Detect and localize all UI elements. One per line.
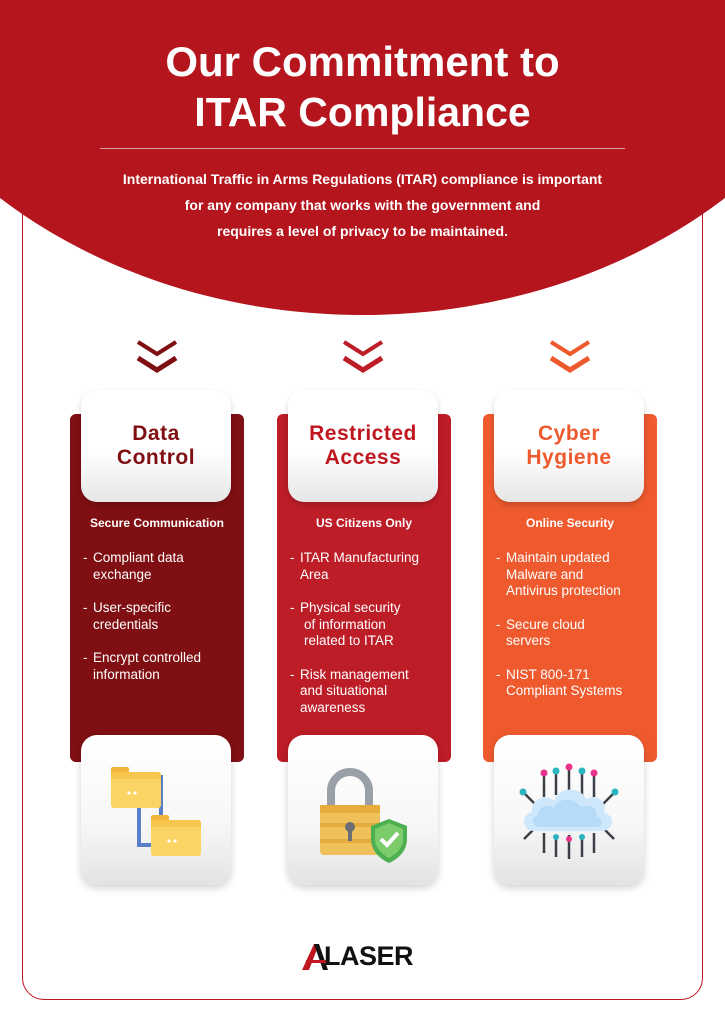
column-icon-card <box>288 735 438 885</box>
column-title-line: Cyber <box>537 422 601 445</box>
intro-line: International Traffic in Arms Regulations (ITAR) compliance is important <box>122 171 603 187</box>
cloud-circuit-icon <box>494 735 644 885</box>
list-item: - Secure cloud servers <box>496 617 656 650</box>
list-item: - Compliant data exchange <box>83 550 243 583</box>
chevron-down-icon <box>132 338 182 380</box>
chevron-down-icon <box>545 338 595 380</box>
column-subtitle: US Citizens Only <box>315 516 413 530</box>
list-item: - Encrypt controlled information <box>83 650 243 683</box>
column-list <box>83 550 243 700</box>
column-cyber-hygiene <box>494 390 672 890</box>
column-icon-card <box>494 735 644 885</box>
intro-line: requires a level of privacy to be maintained. <box>217 223 508 239</box>
column-list <box>496 550 656 717</box>
column-title-line: Control <box>116 446 196 469</box>
page-title-line2: ITAR Compliance <box>194 89 531 135</box>
list-item: - Physical security of information related to ITAR <box>290 600 450 650</box>
alaser-logo <box>300 940 425 972</box>
column-icon-card <box>81 735 231 885</box>
folders-transfer-icon <box>81 735 231 885</box>
intro-line: for any company that works with the government and <box>184 197 541 213</box>
title-divider <box>100 148 625 149</box>
page-title-line1: Our Commitment to <box>165 38 560 85</box>
intro-paragraph <box>60 166 665 244</box>
list-item: - NIST 800-171 Compliant Systems <box>496 667 656 700</box>
column-subtitle: Secure Communication <box>89 516 225 530</box>
column-restricted-access <box>288 390 466 890</box>
column-title-line: Access <box>324 446 402 469</box>
logo-text: LASER <box>324 941 414 971</box>
list-item: - User-specific credentials <box>83 600 243 633</box>
list-item: - Maintain updated Malware and Antivirus protection <box>496 550 656 600</box>
padlock-shield-icon <box>288 735 438 885</box>
column-title-line: Data <box>132 422 180 445</box>
column-title-card <box>81 390 231 502</box>
column-title-card <box>494 390 644 502</box>
list-item: - ITAR Manufacturing Area <box>290 550 450 583</box>
list-item: - Risk management and situational awareness <box>290 667 450 717</box>
column-data-control <box>81 390 259 890</box>
column-title-card <box>288 390 438 502</box>
column-title-line: Restricted <box>309 422 417 445</box>
column-title-line: Hygiene <box>526 446 612 469</box>
column-list <box>290 550 450 733</box>
column-subtitle: Online Security <box>525 516 615 530</box>
chevron-down-icon <box>338 338 388 380</box>
